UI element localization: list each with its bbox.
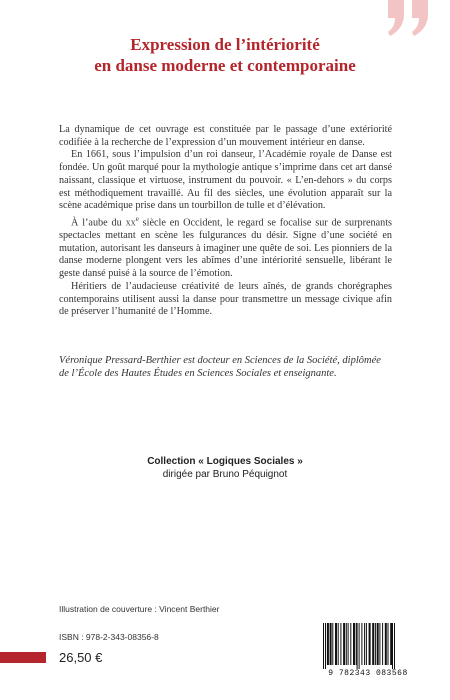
p3-rest: siècle en Occident, le regard se focalise sur de surprenants spectacles mettant en scène les fulgurances du désir. Signe d’une société en mutation, autorisant les danseurs à imaginer une quête de soi. Les pionniers de la danse moderne plongent vers les abîmes d’une intériorité sensuelle, libérant le geste dansé puisé à la source de l’émotion. bbox=[59, 217, 393, 280]
title-line-2: en danse moderne et contemporaine bbox=[94, 56, 356, 75]
blurb-paragraph-3 bbox=[59, 213, 392, 281]
price: 26,50 € bbox=[59, 650, 103, 665]
illustration-credit: Illustration de couverture : Vincent Berthier bbox=[59, 604, 220, 614]
book-title bbox=[40, 34, 410, 76]
red-accent-bar bbox=[0, 652, 46, 663]
barcode-bars bbox=[319, 623, 417, 669]
title-line-1: Expression de l’intériorité bbox=[130, 35, 320, 54]
century-numeral: xx bbox=[125, 217, 136, 229]
author-name: Véronique Pressard-Berthier bbox=[59, 355, 181, 366]
blurb-paragraph-1: La dynamique de cet ouvrage est constituée par le passage d’une extériorité codifiée à la recherche de l’expression d’un mouvement intérieur en danse. bbox=[59, 124, 392, 148]
barcode bbox=[313, 621, 423, 682]
collection-director: dirigée par Bruno Péquignot bbox=[162, 469, 288, 480]
blurb bbox=[59, 124, 392, 319]
p3-start: À l’aube du bbox=[71, 217, 126, 229]
blurb-paragraph-4: Héritiers de l’audacieuse créativité de leurs aînés, de grands chorégraphes contemporains utilisent aussi la danse pour transmettre un message civique afin de préserver l’humanité de l’Homme. bbox=[59, 280, 392, 318]
isbn: ISBN : 978-2-343-08356-8 bbox=[59, 632, 159, 642]
century-superscript: e bbox=[135, 214, 139, 223]
barcode-number: 9 782343 083568 bbox=[328, 669, 408, 678]
author-description: est docteur en Sciences de la Société, diplômée de l’École des Hautes Études en Sciences Sociales et enseignante. bbox=[59, 355, 381, 379]
collection-info bbox=[0, 455, 450, 481]
blurb-paragraph-2: En 1661, sous l’impulsion d’un roi danseur, l’Académie royale de Danse est fondée. Un goût marqué pour la mythologie antique s’imprime dans cet art dansé naissant, classique et virtuose, instrument du pouvoir. « L’en-dehors » du corps est méthodiquement travaillé. Au fil des siècles, une évolution apparaît sur la scène académique prise dans un tourbillon de tulle et d’élévation. bbox=[59, 149, 392, 212]
collection-name: Collection « Logiques Sociales » bbox=[147, 456, 303, 467]
author-bio bbox=[59, 354, 392, 380]
